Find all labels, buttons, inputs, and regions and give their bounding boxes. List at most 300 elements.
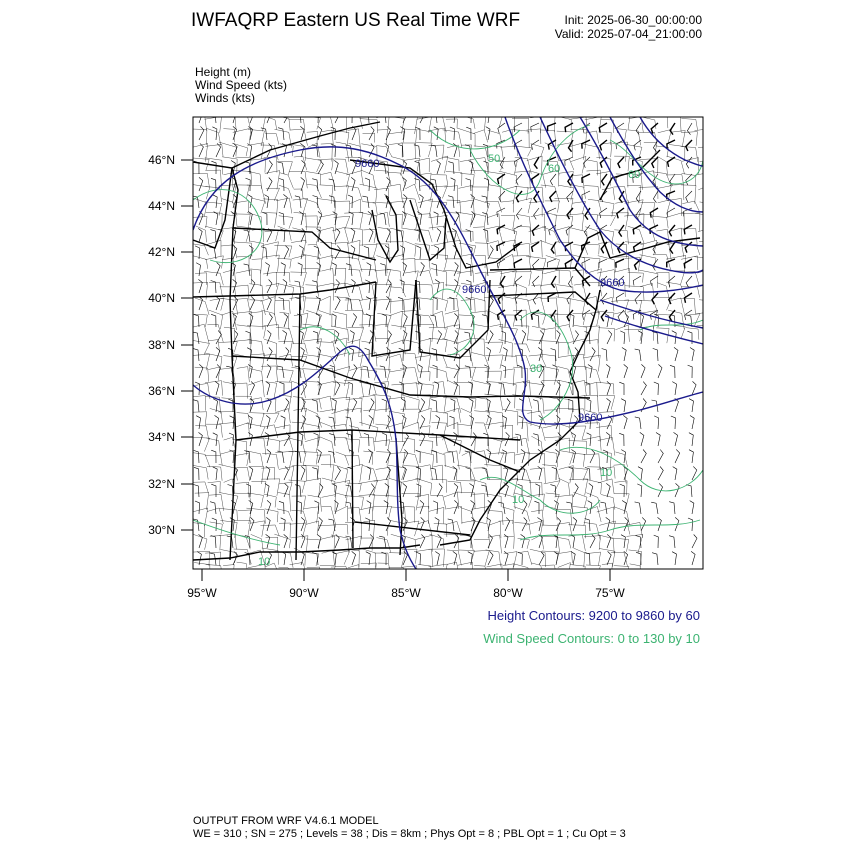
wind-barb xyxy=(516,208,522,219)
county-line xyxy=(374,506,392,520)
wind-barb xyxy=(366,297,370,310)
wind-barb xyxy=(379,536,386,548)
wind-barb xyxy=(368,211,372,225)
county-line xyxy=(219,422,235,437)
wind-barb xyxy=(199,126,204,140)
county-line xyxy=(251,354,265,371)
wind-barb xyxy=(313,331,318,344)
wind-barb xyxy=(400,280,404,293)
county-line xyxy=(278,369,293,382)
wind-barb xyxy=(584,225,590,236)
county-line xyxy=(401,143,415,159)
wind-barb xyxy=(465,366,471,378)
county-line xyxy=(433,297,448,312)
county-line xyxy=(223,129,234,143)
wind-barb xyxy=(448,451,455,463)
wind-barb xyxy=(284,110,289,123)
wind-barb xyxy=(607,534,611,548)
county-line xyxy=(446,506,462,524)
wind-barb xyxy=(466,263,471,276)
wind-barb xyxy=(233,296,238,310)
wind-barb xyxy=(571,450,575,464)
map-frame xyxy=(193,117,703,569)
county-line xyxy=(434,524,447,537)
county-line xyxy=(474,438,489,450)
county-line xyxy=(518,422,528,441)
county-line xyxy=(625,286,644,301)
county-line xyxy=(460,160,475,174)
county-line xyxy=(527,494,545,511)
county-line xyxy=(304,478,320,497)
county-line xyxy=(387,269,402,286)
wind-barb xyxy=(418,365,422,379)
county-line xyxy=(585,552,600,566)
wind-barb xyxy=(690,416,694,430)
county-line xyxy=(572,354,586,370)
wind-barb xyxy=(437,484,442,498)
county-line xyxy=(222,258,235,271)
wind-barb xyxy=(534,501,539,514)
county-line xyxy=(501,201,514,213)
county-line xyxy=(431,156,448,173)
wind-barb xyxy=(638,467,642,480)
county-line xyxy=(447,380,459,395)
lon-label: 95°W xyxy=(187,586,217,600)
wind-barb xyxy=(548,208,556,217)
wind-barb xyxy=(318,517,322,531)
county-line xyxy=(195,273,207,285)
wind-barb xyxy=(277,366,284,378)
county-line xyxy=(514,344,530,352)
county-line xyxy=(307,567,320,576)
county-line xyxy=(224,437,236,450)
wind-barb xyxy=(346,264,352,276)
wind-barb xyxy=(621,535,625,548)
county-line xyxy=(597,215,615,226)
county-line xyxy=(433,311,445,329)
county-line xyxy=(233,520,250,538)
wind-barb xyxy=(295,196,301,208)
county-line xyxy=(584,522,600,539)
county-line xyxy=(419,324,434,342)
county-line xyxy=(680,298,695,314)
wind-barb xyxy=(299,246,303,260)
county-line xyxy=(401,310,417,326)
wind-barb xyxy=(299,212,303,226)
wind-barb xyxy=(534,208,539,219)
wind-barb xyxy=(196,416,200,429)
wind-barb xyxy=(599,259,607,268)
county-line xyxy=(251,482,266,494)
county-line xyxy=(363,409,374,423)
wind-barb xyxy=(658,517,662,531)
wind-barb xyxy=(587,399,591,412)
county-line xyxy=(415,158,430,172)
wind-barb xyxy=(384,501,388,515)
county-line xyxy=(278,341,292,352)
wind-barb xyxy=(216,143,221,157)
county-line xyxy=(458,368,475,381)
wind-barb xyxy=(486,110,490,123)
height-contour-legend: Height Contours: 9200 to 9860 by 60 xyxy=(487,608,700,623)
wind-barb xyxy=(521,449,525,463)
county-line xyxy=(555,438,569,452)
county-line xyxy=(193,244,208,255)
county-line xyxy=(447,422,458,436)
county-line xyxy=(263,272,276,287)
county-line xyxy=(500,146,517,156)
county-line xyxy=(429,367,448,382)
wind-barb xyxy=(399,348,404,361)
county-line xyxy=(558,563,571,578)
wind-barb xyxy=(312,400,318,412)
county-line xyxy=(557,116,572,130)
wind-barb xyxy=(671,416,676,429)
county-line xyxy=(206,212,222,232)
county-line xyxy=(391,534,405,553)
county-line xyxy=(445,310,460,328)
county-line xyxy=(404,452,419,467)
wind-speed-contour-label: 10 xyxy=(512,494,525,506)
county-line xyxy=(374,479,388,497)
wind-barb xyxy=(250,296,255,310)
wind-barb xyxy=(652,332,658,344)
county-line xyxy=(429,507,444,523)
county-line xyxy=(344,212,363,229)
county-line xyxy=(586,565,601,579)
wind-barb xyxy=(519,416,524,429)
county-line xyxy=(559,398,569,409)
wind-barb xyxy=(301,398,305,412)
wind-barb xyxy=(686,191,692,202)
wind-barb xyxy=(466,468,472,481)
county-line xyxy=(206,128,221,145)
county-line xyxy=(530,468,545,483)
county-line xyxy=(220,450,234,466)
county-line xyxy=(530,549,546,567)
wind-barb xyxy=(380,213,386,225)
county-line xyxy=(587,382,598,396)
county-line xyxy=(219,342,238,353)
county-line xyxy=(698,184,711,201)
wind-barb xyxy=(248,433,252,447)
wind-barb xyxy=(318,449,322,463)
wind-barb xyxy=(267,364,271,378)
wind-barb xyxy=(433,365,438,378)
county-line xyxy=(388,132,405,143)
county-line xyxy=(193,534,207,550)
county-line xyxy=(443,157,459,171)
wind-barb xyxy=(486,399,490,413)
wind-barb xyxy=(687,123,692,135)
height-contour-label: 9660 xyxy=(462,284,487,296)
county-line xyxy=(681,256,698,270)
wind-barb xyxy=(281,552,285,565)
wind-barb xyxy=(552,467,557,480)
wind-barb xyxy=(346,145,352,157)
wind-barb xyxy=(468,382,472,395)
county-line xyxy=(443,438,461,454)
wind-speed-contour-label: 50 xyxy=(488,153,501,165)
lon-label: 90°W xyxy=(289,586,319,600)
county-line xyxy=(234,453,250,466)
county-line xyxy=(456,114,475,129)
wind-barb xyxy=(448,196,454,208)
wind-barb xyxy=(582,191,590,200)
county-line xyxy=(220,508,238,520)
wind-barb xyxy=(279,178,284,191)
county-line xyxy=(583,326,599,343)
county-line xyxy=(699,241,710,256)
county-line xyxy=(473,550,489,566)
wind-barb xyxy=(298,263,302,276)
wind-barb xyxy=(318,484,323,498)
wind-barb xyxy=(689,450,693,463)
county-line xyxy=(529,226,546,242)
county-boundaries xyxy=(190,114,714,582)
county-line xyxy=(602,563,613,580)
county-line xyxy=(556,551,573,563)
county-line xyxy=(305,438,320,453)
county-line xyxy=(400,479,419,498)
wind-barb xyxy=(471,500,475,514)
wind-barb xyxy=(486,518,490,532)
wind-barb xyxy=(635,417,641,429)
county-line xyxy=(614,507,630,525)
county-line xyxy=(335,159,348,173)
wind-barb xyxy=(517,314,522,327)
wind-barb xyxy=(641,364,645,378)
wind-barb xyxy=(211,314,216,327)
county-line xyxy=(474,540,490,549)
county-line xyxy=(304,199,322,214)
wind-barb xyxy=(486,382,490,396)
wind-speed-contour-label: 10 xyxy=(258,556,271,568)
county-line xyxy=(640,283,654,298)
county-line xyxy=(320,296,330,315)
county-line xyxy=(205,202,222,216)
wind-barb xyxy=(482,315,488,327)
wind-barb xyxy=(433,297,438,310)
county-line xyxy=(517,226,531,243)
county-line xyxy=(443,451,459,470)
wind-barb xyxy=(301,517,305,531)
county-line xyxy=(195,493,209,510)
wind-barb xyxy=(602,349,607,362)
wind-barb xyxy=(637,484,642,497)
lon-label: 85°W xyxy=(391,586,421,600)
wind-barb xyxy=(265,263,269,277)
wind-barb xyxy=(669,293,675,304)
wind-barb xyxy=(216,364,221,378)
wind-barb xyxy=(686,140,692,151)
wind-barb xyxy=(232,109,236,123)
plot-title: IWFAQRP Eastern US Real Time WRF xyxy=(191,10,521,31)
field-label-winds: Winds (kts) xyxy=(195,91,255,105)
wind-barb xyxy=(348,382,353,395)
county-line xyxy=(598,479,614,494)
wind-barb xyxy=(482,196,488,208)
county-line xyxy=(265,134,278,145)
county-line xyxy=(416,451,433,469)
wind-barb xyxy=(565,259,573,269)
wind-barb xyxy=(348,195,353,208)
lat-label: 38°N xyxy=(148,338,175,352)
wind-barb xyxy=(284,399,289,413)
wind-barb xyxy=(467,535,472,548)
county-line xyxy=(443,270,460,283)
county-line xyxy=(554,227,569,243)
wind-barb xyxy=(403,466,407,480)
wind-barb xyxy=(653,191,658,203)
wind-barb xyxy=(352,126,356,140)
county-line xyxy=(429,549,445,567)
county-line xyxy=(486,550,501,567)
wind-barb xyxy=(433,501,438,514)
county-line xyxy=(501,452,514,464)
wind-barb xyxy=(380,366,386,378)
wind-barb xyxy=(672,552,676,565)
wind-barb xyxy=(329,196,335,208)
county-line xyxy=(614,566,629,578)
wind-barb xyxy=(228,399,233,412)
county-line xyxy=(387,184,403,203)
county-line xyxy=(346,398,362,412)
wind-barb xyxy=(382,399,387,412)
wind-barb xyxy=(332,263,337,276)
wind-barb xyxy=(283,194,287,208)
wind-barb xyxy=(602,174,607,185)
wind-barb xyxy=(466,127,471,140)
county-line xyxy=(474,411,490,424)
county-line xyxy=(318,159,334,170)
wind-barb xyxy=(654,535,659,548)
wind-barb xyxy=(622,501,626,515)
wind-barb xyxy=(500,276,505,288)
county-line xyxy=(474,367,487,383)
wind-speed-contour-label: 60 xyxy=(548,163,561,175)
wind-barb xyxy=(246,484,251,497)
wind-barb xyxy=(229,450,234,463)
lat-label: 46°N xyxy=(148,153,175,167)
wind-barb xyxy=(616,259,624,268)
wind-barb xyxy=(654,416,659,429)
county-line xyxy=(433,465,442,483)
county-line xyxy=(279,185,292,198)
county-line xyxy=(639,300,658,313)
init-time: Init: 2025-06-30_00:00:00 xyxy=(564,13,702,27)
wind-barb xyxy=(607,330,612,344)
county-line xyxy=(471,397,488,414)
wind-barb xyxy=(437,228,441,242)
county-line xyxy=(359,382,376,395)
county-line xyxy=(345,408,362,426)
wind-barb xyxy=(284,534,288,548)
wind-barb xyxy=(669,536,675,548)
wind-barb xyxy=(403,433,409,446)
wind-barb xyxy=(366,314,370,327)
county-line xyxy=(615,325,629,342)
county-line xyxy=(276,272,290,282)
wind-barb xyxy=(244,230,250,242)
county-line xyxy=(316,396,332,411)
county-line xyxy=(252,259,262,274)
wind-barb xyxy=(635,349,641,361)
county-line xyxy=(514,507,530,522)
county-line xyxy=(372,495,388,508)
county-line xyxy=(681,229,697,245)
wind-barb xyxy=(470,484,474,498)
wind-barb xyxy=(454,262,458,276)
height-contour-label: 9660 xyxy=(578,412,603,424)
wind-barb xyxy=(283,330,287,344)
wind-barb xyxy=(227,536,233,548)
wind-barb xyxy=(250,381,255,395)
county-line xyxy=(403,353,418,372)
county-line xyxy=(277,509,292,521)
wind-barb xyxy=(351,177,355,191)
county-line xyxy=(672,116,681,132)
county-line xyxy=(471,187,488,200)
wind-barb xyxy=(583,157,590,168)
county-line xyxy=(318,525,335,538)
county-line xyxy=(456,382,472,397)
wind-barb xyxy=(552,276,557,288)
wind-barb xyxy=(620,331,625,344)
county-line xyxy=(555,198,573,215)
county-line xyxy=(599,521,615,536)
county-line xyxy=(221,311,236,330)
wind-barb xyxy=(621,399,625,412)
wind-barb xyxy=(435,280,439,294)
wind-barb xyxy=(650,208,658,218)
wind-barb xyxy=(533,400,539,412)
wind-barb xyxy=(674,432,678,446)
height-contour-label: 9660 xyxy=(600,277,625,289)
wind-barb xyxy=(590,535,595,549)
county-line xyxy=(489,285,504,300)
wind-barb xyxy=(556,415,560,429)
wind-barb xyxy=(368,449,372,463)
county-line xyxy=(320,409,336,423)
county-line xyxy=(472,338,485,355)
wind-barb xyxy=(382,433,387,446)
county-line xyxy=(658,200,671,215)
wind-barb xyxy=(265,433,269,447)
wind-barb xyxy=(403,483,407,497)
wind-barb xyxy=(674,347,678,361)
county-line xyxy=(374,440,390,451)
wind-barb xyxy=(312,468,318,480)
county-line xyxy=(598,437,615,455)
valid-time: Valid: 2025-07-04_21:00:00 xyxy=(554,27,702,41)
wind-barb xyxy=(487,415,491,429)
county-line xyxy=(234,311,251,325)
county-line xyxy=(373,369,390,381)
county-line xyxy=(698,147,709,159)
wind-barb xyxy=(675,483,679,497)
wind-barb xyxy=(451,110,455,123)
wind-barb xyxy=(618,310,624,321)
county-line xyxy=(319,185,332,204)
wind-barb xyxy=(499,383,506,395)
county-line xyxy=(373,202,392,215)
county-line xyxy=(461,408,472,424)
county-line xyxy=(403,129,417,145)
lat-label: 32°N xyxy=(148,477,175,491)
wind-barb xyxy=(641,382,646,395)
wind-barb xyxy=(414,145,420,157)
